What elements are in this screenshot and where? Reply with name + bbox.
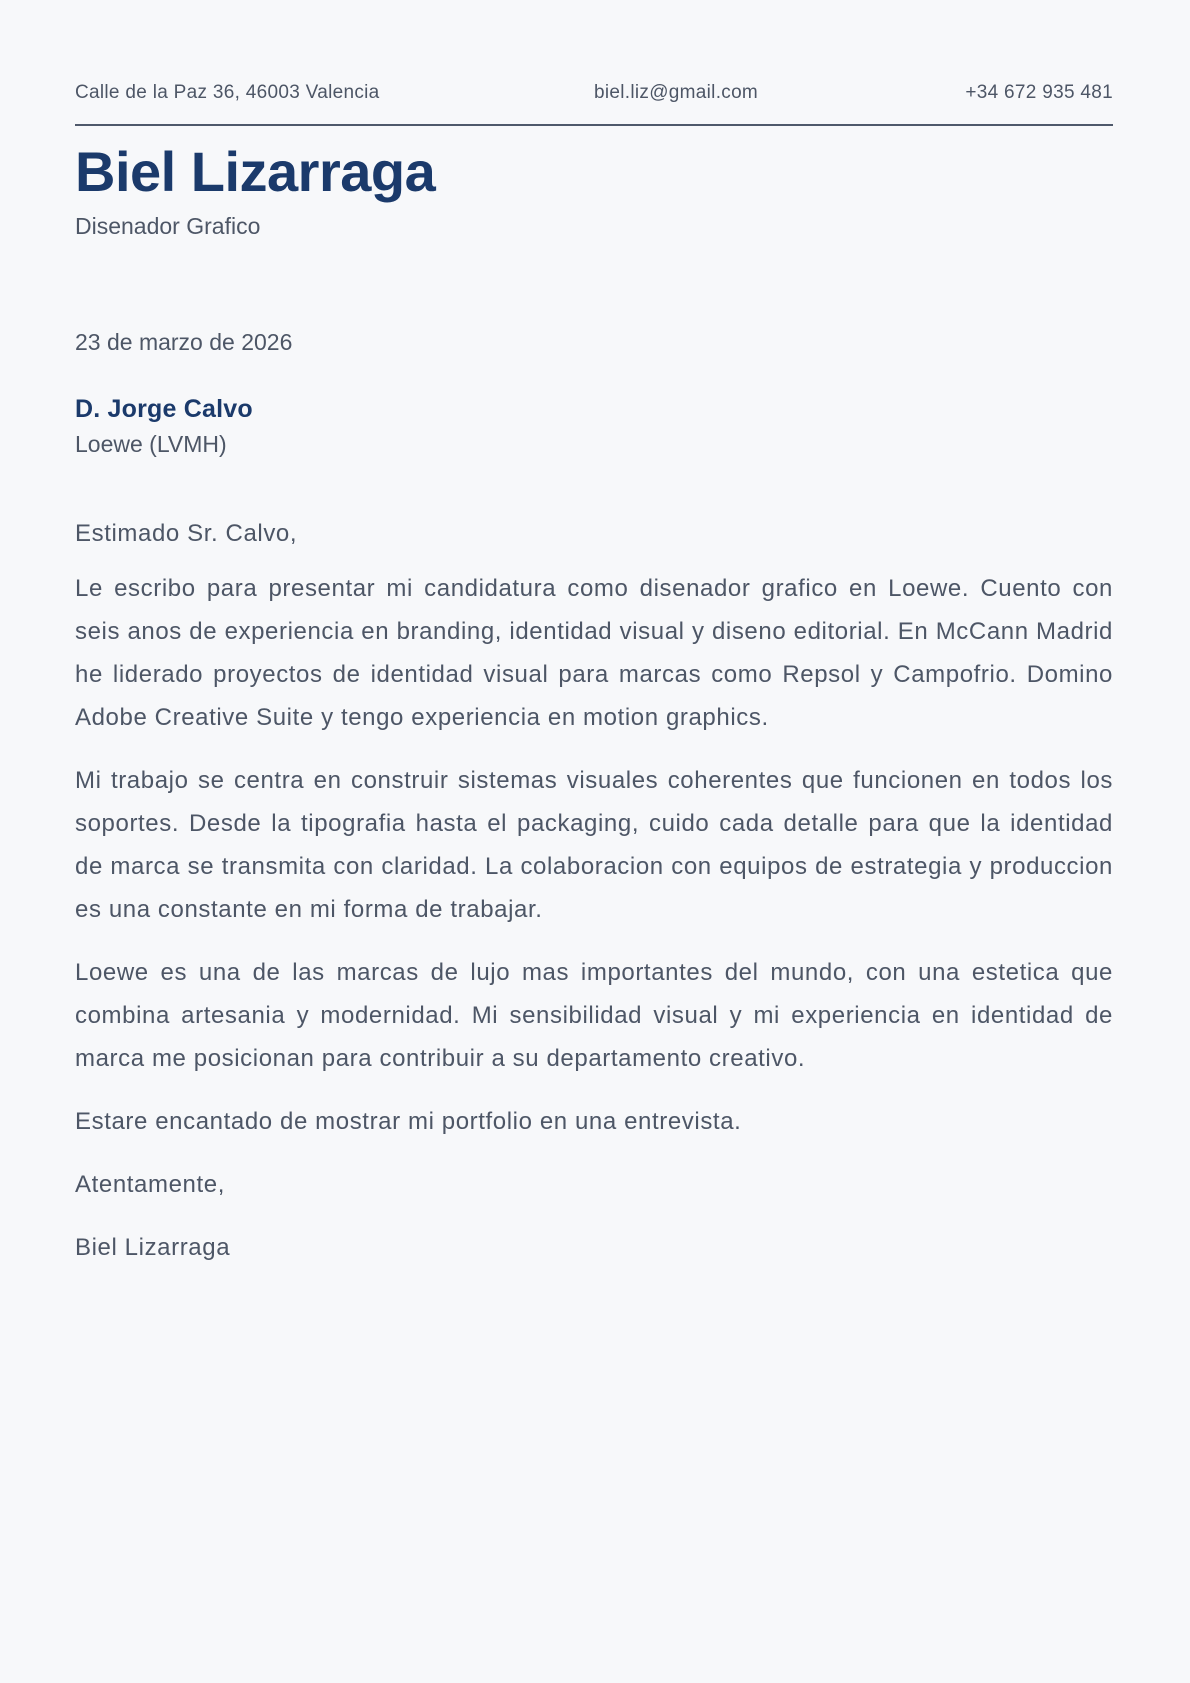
closing-line: Estare encantado de mostrar mi portfolio en una entrevista. bbox=[75, 1108, 742, 1135]
contact-bar bbox=[75, 79, 1113, 106]
applicant-name: Biel Lizarraga bbox=[75, 140, 436, 203]
applicant-title: Disenador Grafico bbox=[75, 213, 261, 239]
recipient-company: Loewe (LVMH) bbox=[75, 431, 227, 457]
body-paragraph-3: Loewe es una de las marcas de lujo mas importantes del mundo, con una estetica que combina artesania y modernidad. Mi sensibilidad visual y mi experiencia en identidad de marca me posicionan para contribuir a su departamento creativo. bbox=[75, 959, 1113, 1072]
signoff: Atentamente, bbox=[75, 1171, 225, 1198]
signature-name: Biel Lizarraga bbox=[75, 1234, 231, 1261]
contact-phone: +34 672 935 481 bbox=[965, 82, 1113, 103]
contact-email: biel.liz@gmail.com bbox=[594, 82, 759, 103]
letter-body bbox=[75, 512, 1113, 1269]
recipient-name: D. Jorge Calvo bbox=[75, 395, 253, 423]
letter-date: 23 de marzo de 2026 bbox=[75, 329, 293, 355]
header-divider bbox=[75, 124, 1113, 126]
greeting-line: Estimado Sr. Calvo, bbox=[75, 520, 298, 547]
contact-address: Calle de la Paz 36, 46003 Valencia bbox=[75, 82, 380, 103]
body-paragraph-1: Le escribo para presentar mi candidatura como disenador grafico en Loewe. Cuento con seis anos de experiencia en branding, identidad visual y diseno editorial. En McCann Madrid he liderado proyectos de identidad visual para marcas como Repsol y Campofrio. Domino Adobe Creative Suite y tengo experiencia en motion graphics. bbox=[75, 575, 1113, 731]
body-paragraph-2: Mi trabajo se centra en construir sistemas visuales coherentes que funcionen en todos los soportes. Desde la tipografia hasta el packaging, cuido cada detalle para que la identidad de marca se transmita con claridad. La colaboracion con equipos de estrategia y produccion es una constante en mi forma de trabajar. bbox=[75, 767, 1113, 923]
